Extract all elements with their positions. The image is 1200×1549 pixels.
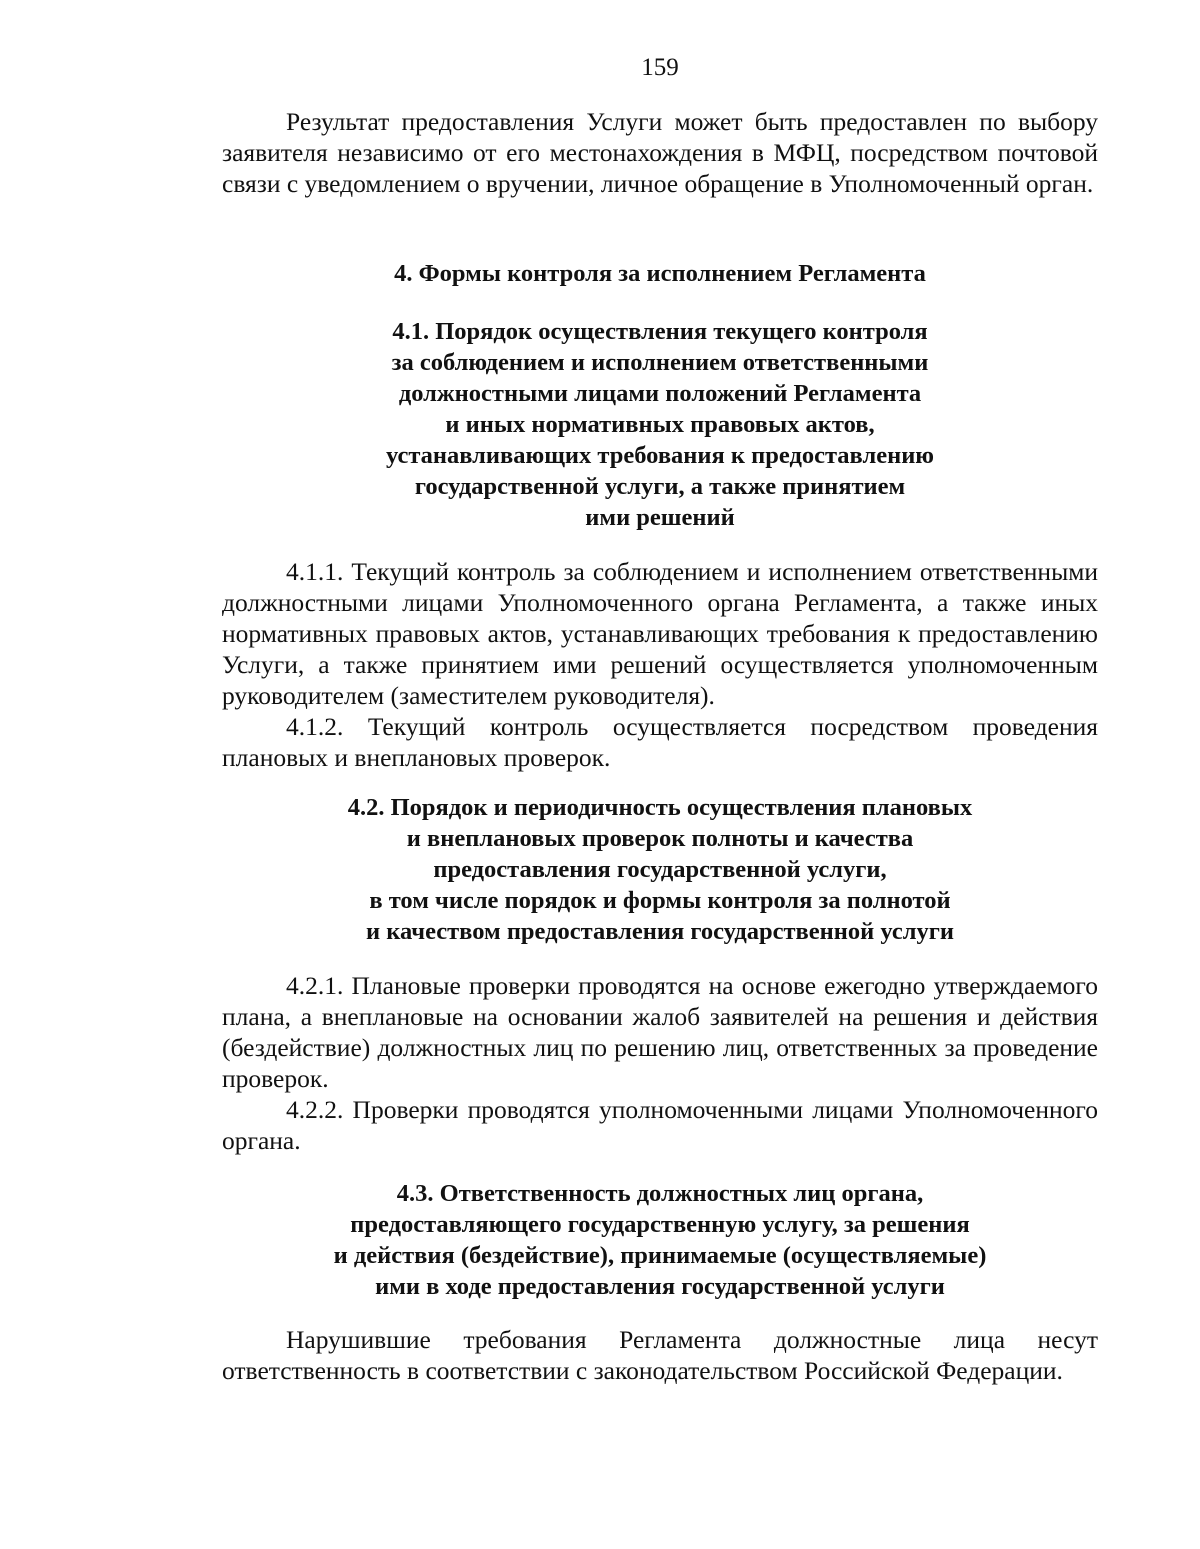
- section-4-1-heading: [240, 316, 1080, 533]
- paragraph-4-2-2: 4.2.2. Проверки проводятся уполномоченными лицами Уполномоченного органа.: [222, 1095, 1098, 1155]
- section-4-1-title-line: и иных нормативных правовых актов,: [445, 411, 875, 438]
- section-4-2-title-line: 4.2. Порядок и периодичность осуществления плановых: [347, 794, 973, 821]
- section-4-2-title-line: в том числе порядок и формы контроля за полнотой: [369, 887, 951, 914]
- intro-text: Результат предоставления Услуги может быть предоставлен по выбору заявителя независимо от его местонахождения в МФЦ, посредством почтовой связи с уведомлением о вручении, личное обращение в Уполномоченный орган.: [222, 107, 1098, 198]
- paragraph-4-1-1: 4.1.1. Текущий контроль за соблюдением и исполнением ответственными должностными лицами Уполномоченного органа Регламента, а также иных нормативных правовых актов, устанавливающих требования к предоставлению Услуги, а также принятием ими решений осуществляется уполномоченным руководителем (заместителем руководителя).: [222, 557, 1098, 710]
- section-4-2-title-line: и внеплановых проверок полноты и качества: [406, 825, 914, 852]
- section-4-1-title-line: государственной услуги, а также принятием: [414, 473, 906, 500]
- section-4-3-title-line: ими в ходе предоставления государственной услуги: [375, 1273, 945, 1300]
- section-4-1-body: [222, 556, 1098, 773]
- section-4-2-title-line: предоставления государственной услуги,: [433, 856, 887, 883]
- section-4-heading: [240, 258, 1080, 289]
- paragraph-4-1-2: 4.1.2. Текущий контроль осуществляется посредством проведения плановых и внеплановых проверок.: [222, 712, 1098, 772]
- intro-paragraph: [222, 106, 1098, 199]
- section-4-1-title-line: устанавливающих требования к предоставлению: [385, 442, 935, 469]
- section-4-3-heading: [240, 1178, 1080, 1302]
- section-4-2-heading: [240, 792, 1080, 947]
- section-4-3-body: [222, 1324, 1098, 1386]
- page-number: 159: [641, 54, 679, 81]
- section-4-1-title-line: за соблюдением и исполнением ответственными: [391, 349, 929, 376]
- section-4-1-title-line: должностными лицами положений Регламента: [398, 380, 922, 407]
- paragraph-4-3-1: Нарушившие требования Регламента должностные лица несут ответственность в соответствии с законодательством Российской Федерации.: [222, 1325, 1098, 1385]
- section-4-3-title-line: предоставляющего государственную услугу, за решения: [350, 1211, 970, 1238]
- section-4-3-title-line: и действия (бездействие), принимаемые (осуществляемые): [333, 1242, 987, 1269]
- section-4-1-title-line: ими решений: [585, 504, 735, 531]
- section-4-title: 4. Формы контроля за исполнением Регламента: [394, 260, 926, 287]
- section-4-3-title-line: 4.3. Ответственность должностных лиц органа,: [396, 1180, 924, 1207]
- section-4-2-title-line: и качеством предоставления государственной услуги: [366, 918, 954, 945]
- section-4-2-body: [222, 970, 1098, 1156]
- section-4-1-title-line: 4.1. Порядок осуществления текущего контроля: [392, 318, 928, 345]
- paragraph-4-2-1: 4.2.1. Плановые проверки проводятся на основе ежегодно утверждаемого плана, а внеплановые на основании жалоб заявителей на решения и действия (бездействие) должностных лиц по решению лиц, ответственных за проведение проверок.: [222, 971, 1098, 1093]
